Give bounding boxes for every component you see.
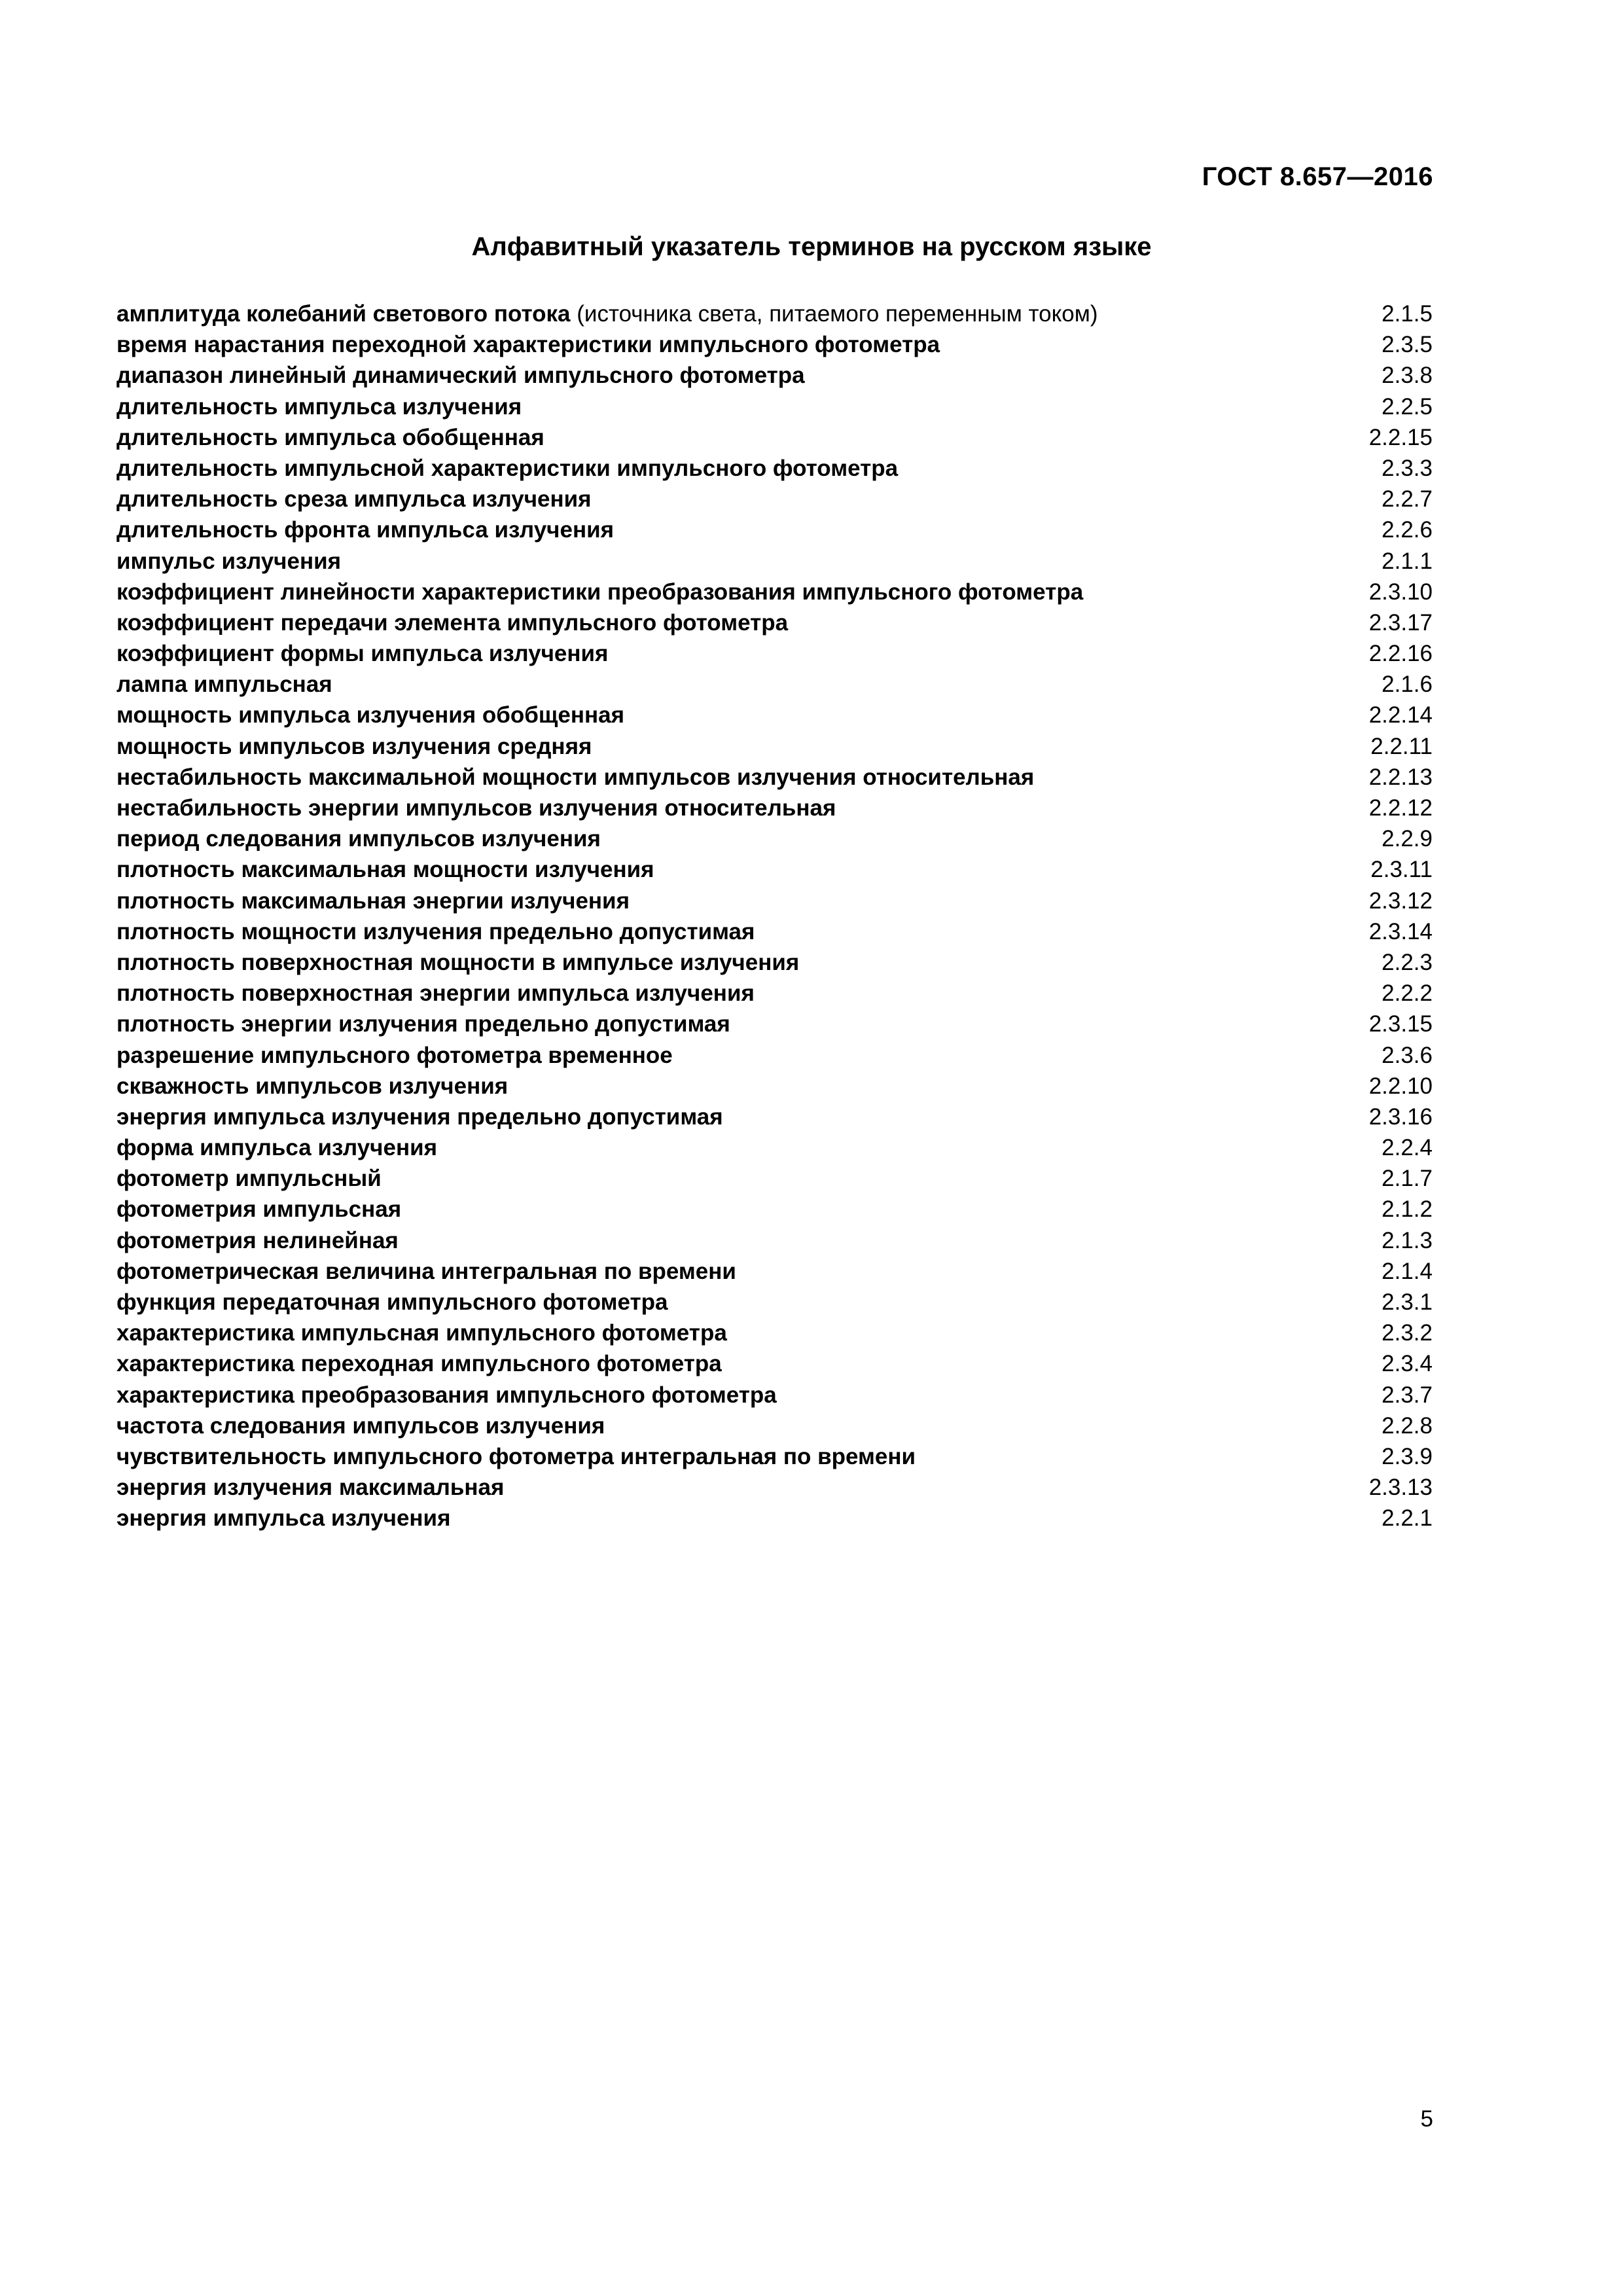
term-entry [116,1194,1433,1225]
term-reference: 2.2.7 [1382,486,1433,512]
term-text: фотометрия импульсная [116,1196,402,1223]
term-reference: 2.2.13 [1368,764,1433,790]
term-reference: 2.2.2 [1382,980,1433,1007]
term-text: энергия излучения максимальная [116,1475,505,1501]
term-text: фотометр импульсный [116,1166,382,1192]
term-text: нестабильность максимальной мощности импульсов излучения относительная [116,764,1035,790]
term-entry [116,916,1433,947]
term-text: лампа импульсная [116,672,332,698]
term-label [116,638,608,669]
term-reference: 2.3.12 [1368,888,1433,914]
term-reference: 2.2.8 [1382,1412,1433,1439]
term-label [116,1071,508,1102]
term-reference: 2.1.1 [1382,548,1433,574]
term-label [116,669,332,700]
term-text: энергия импульса излучения предельно допустимая [116,1103,723,1130]
term-text: частота следования импульсов излучения [116,1412,605,1439]
term-reference: 2.3.5 [1382,332,1433,358]
term-entry [116,1441,1433,1472]
term-text: длительность среза импульса излучения [116,486,592,512]
term-label [116,1009,730,1039]
term-entry [116,762,1433,793]
term-label [116,823,601,854]
term-reference: 2.3.11 [1370,857,1433,883]
term-reference: 2.2.4 [1382,1135,1433,1161]
term-reference: 2.2.10 [1368,1073,1433,1099]
term-reference: 2.2.9 [1382,826,1433,852]
term-entry [116,1410,1433,1441]
term-label [116,1102,723,1132]
term-label [116,1163,382,1194]
term-label [116,577,1083,607]
term-reference: 2.3.6 [1382,1042,1433,1068]
term-entry [116,947,1433,978]
term-entry [116,546,1433,577]
term-label [116,978,755,1009]
term-reference: 2.3.9 [1382,1443,1433,1469]
term-reference: 2.2.15 [1368,424,1433,450]
term-text: длительность импульса обобщенная [116,424,544,450]
term-label [116,329,940,360]
term-label [116,1318,727,1348]
term-text: амплитуда колебаний светового потока [116,301,571,327]
term-text: мощность импульсов излучения средняя [116,733,592,759]
term-text: коэффициент формы импульса излучения [116,641,609,667]
term-entry [116,1503,1433,1534]
term-label [116,1287,668,1318]
term-label [116,1410,605,1441]
term-text: длительность фронта импульса излучения [116,517,615,543]
term-reference: 2.3.15 [1368,1011,1433,1037]
term-reference: 2.1.2 [1382,1196,1433,1223]
term-text: плотность поверхностная энергии импульса излучения [116,980,755,1007]
term-entry [116,1009,1433,1039]
term-text: характеристика переходная импульсного фотометра [116,1351,722,1377]
term-reference: 2.2.5 [1382,393,1433,420]
term-label [116,422,544,453]
term-entry [116,1287,1433,1318]
term-entry [116,1318,1433,1348]
term-text: мощность импульса излучения обобщенная [116,702,625,728]
term-reference: 2.3.17 [1368,609,1433,636]
term-reference: 2.1.4 [1382,1258,1433,1284]
term-label [116,514,614,545]
term-label [116,360,805,391]
term-reference: 2.2.11 [1370,733,1433,759]
term-text: плотность максимальная энергии излучения [116,888,630,914]
term-reference: 2.3.2 [1382,1320,1433,1346]
term-entry [116,1102,1433,1132]
term-label [116,484,592,514]
term-entry [116,978,1433,1009]
term-label [116,546,341,577]
term-reference: 2.1.3 [1382,1227,1433,1253]
term-entry [116,453,1433,484]
term-entry [116,638,1433,669]
term-reference: 2.3.14 [1368,918,1433,944]
term-label [116,1348,722,1379]
term-entry [116,514,1433,545]
term-text: плотность энергии излучения предельно допустимая [116,1011,730,1037]
term-label [116,700,624,730]
term-reference: 2.1.7 [1382,1166,1433,1192]
term-label [116,1256,736,1287]
term-label [116,1503,451,1534]
term-entry [116,1163,1433,1194]
term-label [116,886,630,916]
term-label [116,793,836,823]
term-text: время нарастания переходной характеристики импульсного фотометра [116,332,940,358]
term-label [116,298,1097,329]
term-entry [116,854,1433,885]
term-entry [116,823,1433,854]
term-text: энергия импульса излучения [116,1505,451,1532]
term-reference: 2.2.1 [1382,1505,1433,1532]
term-reference: 2.3.4 [1382,1351,1433,1377]
term-entry [116,793,1433,823]
term-note: (источника света, питаемого переменным током) [570,301,1098,327]
term-label [116,1194,401,1225]
term-text: нестабильность энергии импульсов излучения относительная [116,795,836,821]
term-entry [116,360,1433,391]
term-text: фотометрическая величина интегральная по времени [116,1258,736,1284]
term-entry [116,329,1433,360]
term-reference: 2.1.6 [1382,672,1433,698]
term-reference: 2.3.7 [1382,1382,1433,1408]
term-reference: 2.3.3 [1382,455,1433,481]
term-text: чувствительность импульсного фотометра интегральная по времени [116,1443,916,1469]
term-text: форма импульса излучения [116,1135,438,1161]
term-reference: 2.2.6 [1382,517,1433,543]
term-text: коэффициент линейности характеристики преобразования импульсного фотометра [116,579,1084,605]
term-reference: 2.2.16 [1368,641,1433,667]
term-entry [116,700,1433,730]
term-reference: 2.3.1 [1382,1289,1433,1315]
term-text: длительность импульса излучения [116,393,522,420]
term-entry [116,1040,1433,1071]
term-text: период следования импульсов излучения [116,826,601,852]
term-label [116,1380,777,1410]
term-label [116,731,592,762]
term-reference: 2.3.16 [1368,1103,1433,1130]
term-text: фотометрия нелинейная [116,1227,399,1253]
term-text: характеристика преобразования импульсного фотометра [116,1382,777,1408]
term-reference: 2.2.12 [1368,795,1433,821]
term-index-list [116,298,1433,1534]
term-label [116,1441,916,1472]
term-text: разрешение импульсного фотометра временное [116,1042,673,1068]
term-text: коэффициент передачи элемента импульсного фотометра [116,609,789,636]
term-label [116,947,799,978]
term-text: плотность мощности излучения предельно допустимая [116,918,755,944]
term-entry [116,1380,1433,1410]
term-entry [116,484,1433,514]
term-text: импульс излучения [116,548,342,574]
term-entry [116,886,1433,916]
term-label [116,391,522,422]
term-label [116,453,898,484]
term-text: длительность импульсной характеристики импульсного фотометра [116,455,899,481]
term-label [116,1040,673,1071]
term-text: скважность импульсов излучения [116,1073,508,1099]
term-text: характеристика импульсная импульсного фотометра [116,1320,727,1346]
term-entry [116,731,1433,762]
term-entry [116,1071,1433,1102]
term-entry [116,1132,1433,1163]
term-entry [116,669,1433,700]
term-label [116,1132,437,1163]
term-label [116,1225,399,1256]
term-entry [116,1348,1433,1379]
document-code: ГОСТ 8.657—2016 [1202,162,1433,191]
term-entry [116,1225,1433,1256]
term-entry [116,422,1433,453]
term-label [116,1472,504,1503]
term-text: плотность максимальная мощности излучения [116,857,654,883]
page-number: 5 [1420,2106,1433,2132]
term-reference: 2.2.14 [1368,702,1433,728]
term-entry [116,298,1433,329]
term-reference: 2.1.5 [1382,301,1433,327]
term-label [116,854,654,885]
term-reference: 2.2.3 [1382,949,1433,975]
term-label [116,762,1034,793]
index-title: Алфавитный указатель терминов на русском языке [471,232,1152,261]
term-entry [116,1256,1433,1287]
term-entry [116,391,1433,422]
term-label [116,916,755,947]
term-reference: 2.3.13 [1368,1475,1433,1501]
term-reference: 2.3.10 [1368,579,1433,605]
term-text: функция передаточная импульсного фотометра [116,1289,668,1315]
term-entry [116,577,1433,607]
term-entry [116,607,1433,638]
term-text: диапазон линейный динамический импульсного фотометра [116,363,805,389]
term-text: плотность поверхностная мощности в импульсе излучения [116,949,800,975]
term-reference: 2.3.8 [1382,363,1433,389]
term-entry [116,1472,1433,1503]
term-label [116,607,788,638]
